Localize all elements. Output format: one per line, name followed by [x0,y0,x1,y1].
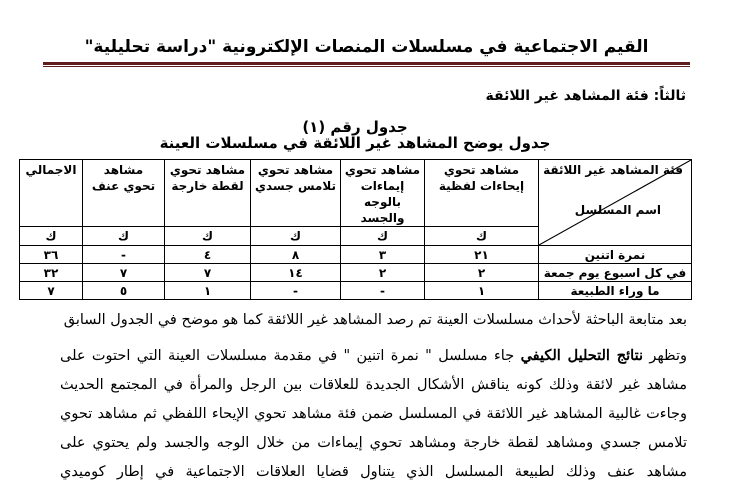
value-cell: - [251,282,341,300]
corner-header-series: اسم المسلسل [574,203,661,217]
corner-header-cell [539,160,692,246]
table-caption-number: جدول رقم (١) [302,118,408,136]
body-paragraph-line: بعد متابعة الباحثة لأحداث مسلسلات العينة تم رصد المشاهد غير اللائقة كما هو موضح في الجدول السابق [63,312,687,328]
section-heading: ثالثاً: فئة المشاهد غير اللائقة [485,88,686,104]
header-divider-thin [43,66,690,67]
emphasis-text: نتائج التحليل الكيفي [520,347,643,364]
table-row [20,282,692,300]
value-cell: - [341,282,425,300]
body-paragraph-line: مشاهد غير لائقة وذلك كونه يناقش الأشكال الجديدة للعلاقات بين الرجل والمرأة في المجتمع الحديث [60,377,687,393]
series-name-cell: في كل اسبوع يوم جمعة [539,264,692,282]
value-cell: ١٤ [251,264,341,282]
column-header-gestures: مشاهد تحوي إيماءات بالوجه والجسد [341,160,425,227]
header-divider [43,62,690,65]
body-paragraph-line: تلامس جسدي ومشاهد لقطة خارجة ومشاهد تحوي إيماءات من خلال الوجه والجسد ولم يحتوي على [60,435,687,451]
table-row [20,264,692,282]
page-title: القيم الاجتماعية في مسلسلات المنصات الإلكترونية "دراسة تحليلية" [84,37,649,57]
series-name-cell: ما وراء الطبيعة [539,282,692,300]
value-cell: ٢ [425,264,539,282]
table-caption-title: جدول يوضح المشاهد غير اللائقة في مسلسلات العينة [159,134,551,152]
column-header-total: الاجمالي [20,160,83,227]
unit-cell: ك [425,227,539,246]
unit-cell: ك [251,227,341,246]
table-row [20,246,692,264]
unit-cell: ك [341,227,425,246]
body-paragraph-line: مشاهد عنف وذلك لطبيعة المسلسل الذي يتناول قضايا العلاقات الاجتماعية في إطار كوميدي [60,464,687,480]
total-cell: ٧ [20,282,83,300]
table-header-row [20,160,692,227]
unit-cell: ك [20,227,83,246]
value-cell: ٨ [251,246,341,264]
value-cell: - [83,246,165,264]
column-header-verbal: مشاهد تحوي إيحاءات لفظية [425,160,539,227]
corner-header-category: فئة المشاهد غير اللائقة [543,163,683,177]
value-cell: ١ [165,282,251,300]
value-cell: ٥ [83,282,165,300]
value-cell: ٧ [165,264,251,282]
value-cell: ٣ [341,246,425,264]
value-cell: ٤ [165,246,251,264]
value-cell: ٢ [341,264,425,282]
value-cell: ٧ [83,264,165,282]
body-paragraph-line: وجاءت غالبية المشاهد غير اللائقة في المسلسل ضمن فئة مشاهد تحوي الإيحاء اللفظي ثم مشاهد تحوي [60,406,687,422]
column-header-explicit-shot: مشاهد تحوي لقطة خارجة [165,160,251,227]
column-header-violence: مشاهد تحوي عنف [83,160,165,227]
body-paragraph-line: وتظهر نتائج التحليل الكيفي جاء مسلسل " نمرة اتنين " في مقدمة مسلسلات العينة التي احتوت على [60,347,687,364]
unit-cell: ك [83,227,165,246]
value-cell: ١ [425,282,539,300]
total-cell: ٣٦ [20,246,83,264]
column-header-contact: مشاهد تحوي تلامس جسدي [251,160,341,227]
total-cell: ٣٢ [20,264,83,282]
unit-cell: ك [165,227,251,246]
indecent-scenes-table [19,159,692,300]
value-cell: ٢١ [425,246,539,264]
series-name-cell: نمرة اتنين [539,246,692,264]
